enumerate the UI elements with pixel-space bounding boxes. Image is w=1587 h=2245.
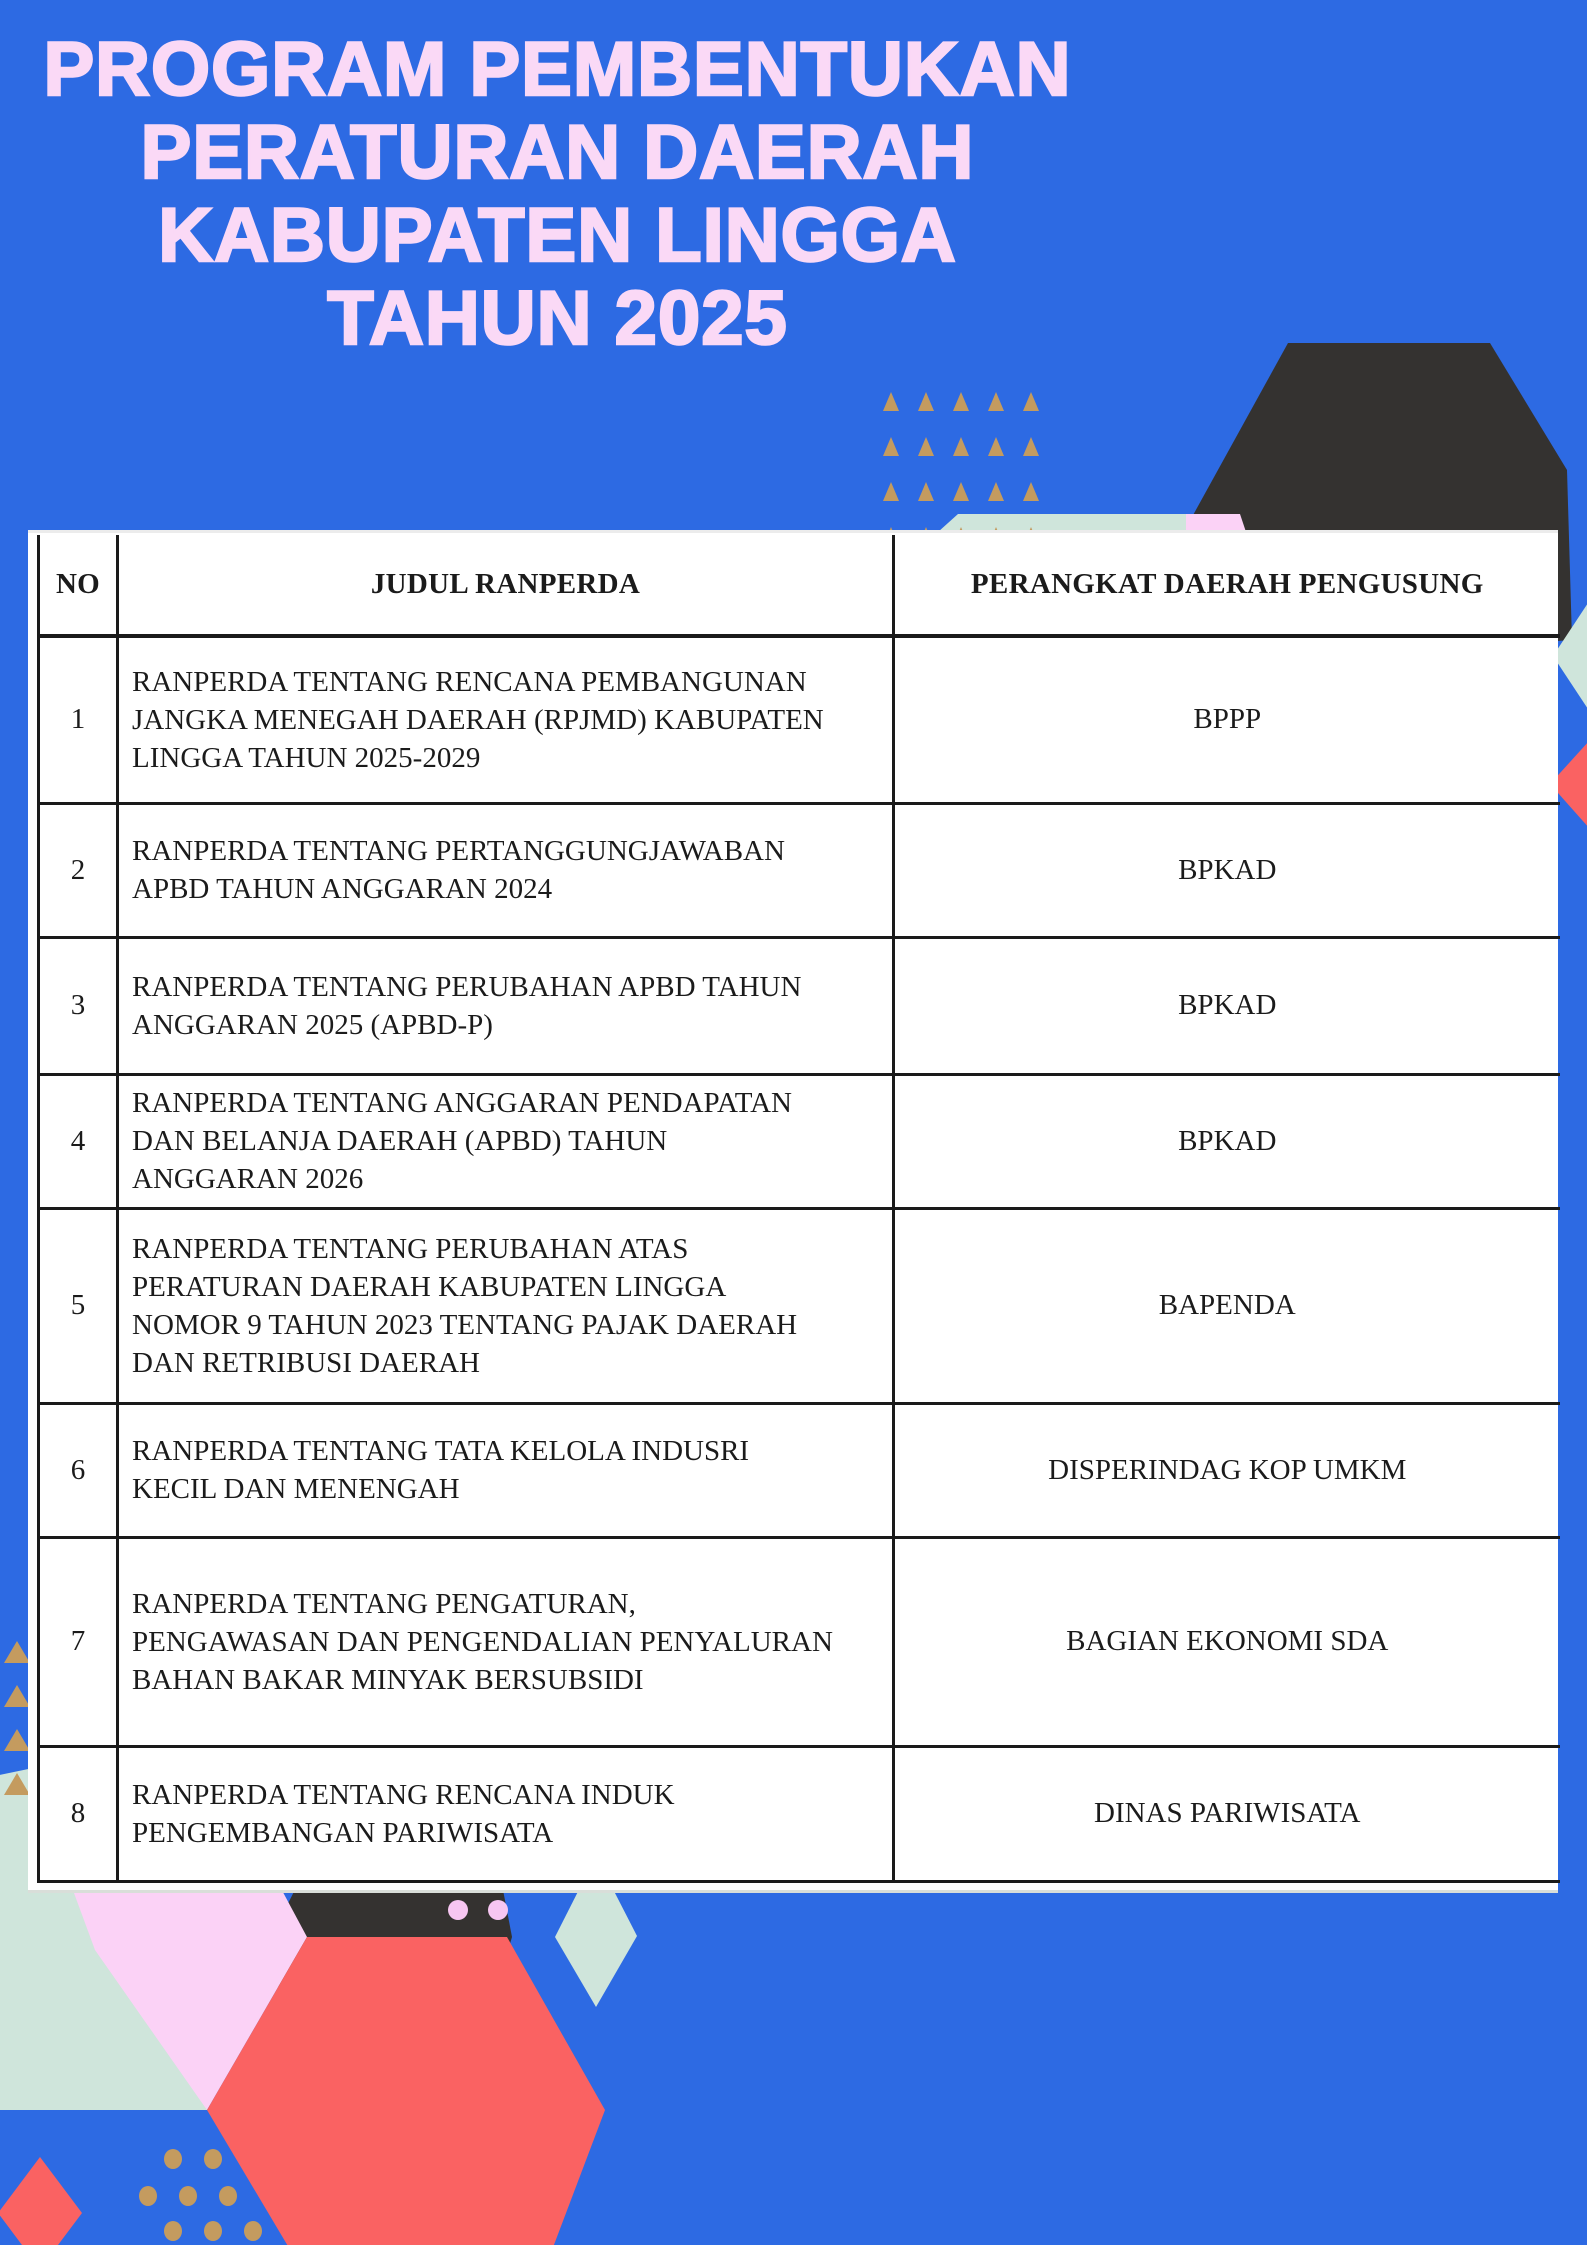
cell-no: 3: [39, 937, 118, 1074]
title-line-1: PROGRAM PEMBENTUKAN: [43, 27, 1072, 112]
ranperda-table: [37, 535, 1560, 1883]
cell-no: 2: [39, 803, 118, 937]
cell-judul: RANPERDA TENTANG PERTANGGUNGJAWABAN APBD TAHUN ANGGARAN 2024: [118, 803, 894, 937]
gold-triangle-column-left: [4, 1641, 30, 1751]
header-no: NO: [39, 535, 118, 636]
ranperda-table-container: [28, 530, 1558, 1893]
table-row: [39, 1537, 1560, 1746]
cell-perangkat: DISPERINDAG KOP UMKM: [894, 1403, 1560, 1537]
cell-judul: RANPERDA TENTANG RENCANA INDUK PENGEMBANGAN PARIWISATA: [118, 1746, 894, 1881]
cell-perangkat: BPKAD: [894, 1074, 1560, 1208]
cell-judul: RANPERDA TENTANG PENGATURAN, PENGAWASAN DAN PENGENDALIAN PENYALURAN BAHAN BAKAR MINYAK BERSUBSIDI: [118, 1537, 894, 1746]
cell-judul: RANPERDA TENTANG ANGGARAN PENDAPATAN DAN BELANJA DAERAH (APBD) TAHUN ANGGARAN 2026: [118, 1074, 894, 1208]
table-row: [39, 1208, 1560, 1403]
cell-no: 4: [39, 1074, 118, 1208]
cell-judul: RANPERDA TENTANG TATA KELOLA INDUSRI KECIL DAN MENENGAH: [118, 1403, 894, 1537]
cell-no: 5: [39, 1208, 118, 1403]
page-title: [0, 28, 1115, 360]
cell-no: 7: [39, 1537, 118, 1746]
header-perangkat-daerah: PERANGKAT DAERAH PENGUSUNG: [894, 535, 1560, 636]
cell-judul: RANPERDA TENTANG PERUBAHAN APBD TAHUN ANGGARAN 2025 (APBD-P): [118, 937, 894, 1074]
table-row: [39, 1074, 1560, 1208]
table-row: [39, 636, 1560, 803]
table-row: [39, 937, 1560, 1074]
title-line-4: TAHUN 2025: [327, 276, 788, 361]
cell-perangkat: BPKAD: [894, 803, 1560, 937]
title-line-3: KABUPATEN LINGGA: [158, 193, 957, 278]
table-header-row: [39, 535, 1560, 636]
cell-perangkat: BAPENDA: [894, 1208, 1560, 1403]
table-row: [39, 1403, 1560, 1537]
table-row: [39, 1746, 1560, 1881]
table-row: [39, 803, 1560, 937]
cell-judul: RANPERDA TENTANG PERUBAHAN ATAS PERATURAN DAERAH KABUPATEN LINGGA NOMOR 9 TAHUN 2023 TENTANG PAJAK DAERAH DAN RETRIBUSI DAERAH: [118, 1208, 894, 1403]
header-judul-ranperda: JUDUL RANPERDA: [118, 535, 894, 636]
cell-no: 8: [39, 1746, 118, 1881]
cell-perangkat: DINAS PARIWISATA: [894, 1746, 1560, 1881]
title-line-2: PERATURAN DAERAH: [140, 110, 975, 195]
cell-perangkat: BAGIAN EKONOMI SDA: [894, 1537, 1560, 1746]
cell-judul: RANPERDA TENTANG RENCANA PEMBANGUNAN JANGKA MENEGAH DAERAH (RPJMD) KABUPATEN LINGGA TAHUN 2025-2029: [118, 636, 894, 803]
cell-no: 1: [39, 636, 118, 803]
cell-no: 6: [39, 1403, 118, 1537]
red-diamond-bottom-left-corner: [0, 2157, 82, 2245]
cell-perangkat: BPKAD: [894, 937, 1560, 1074]
cell-perangkat: BPPP: [894, 636, 1560, 803]
